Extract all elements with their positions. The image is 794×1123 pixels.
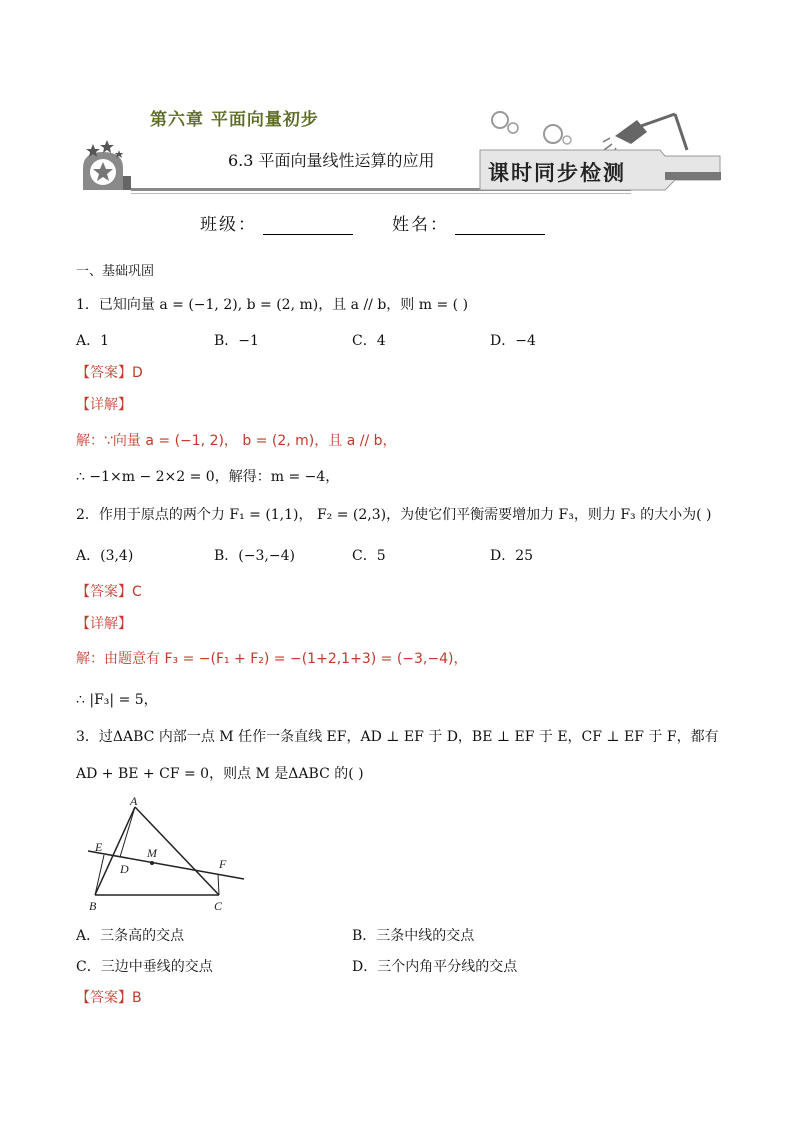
q1-option-b: B．−1 <box>214 333 259 349</box>
q1-option-c: C．4 <box>352 333 386 349</box>
label-a: A <box>130 795 138 808</box>
segment-be <box>95 855 104 895</box>
q1-option-d: D．−4 <box>490 333 536 349</box>
q1-stem: 1．已知向量 a = (−1, 2), b = (2, m)，且 a // b，则 m = ( ) <box>76 297 469 313</box>
label-f: F <box>219 857 227 871</box>
segment-cf <box>218 874 219 895</box>
q1-detail-label: 【详解】 <box>76 397 132 413</box>
class-blank[interactable] <box>263 218 353 235</box>
q2-stem: 2．作用于原点的两个力 F₁ = (1,1)， F₂ = (2,3)，为使它们平衡需要增加力 F₃，则力 F₃ 的大小为( ) <box>76 507 712 523</box>
q1-solution-line2: ∴ −1×m − 2×2 = 0，解得：m = −4， <box>76 469 340 485</box>
q3-option-c: C．三边中垂线的交点 <box>76 959 213 975</box>
name-blank[interactable] <box>455 218 545 235</box>
q2-solution-line2: ∴ |F₃| = 5， <box>76 692 158 708</box>
point-m <box>150 861 154 865</box>
q2-detail-label: 【详解】 <box>76 616 132 632</box>
label-e: E <box>95 840 103 854</box>
q1-solution-line1: 解：∵向量 a = (−1, 2)， b = (2, m)，且 a // b， <box>76 433 397 449</box>
header-badge: 课时同步检测 <box>488 161 626 185</box>
section-subtitle: 6.3 平面向量线性运算的应用 <box>228 151 435 170</box>
class-label: 班级： <box>200 215 257 235</box>
star-badge-icon <box>83 140 131 190</box>
q1-option-a: A．1 <box>76 333 110 349</box>
q2-option-b: B．(−3,−4) <box>214 548 295 564</box>
segment-ad <box>120 807 135 857</box>
q2-solution-line1: 解：由题意有 F₃ = −(F₁ + F₂) = −(1+2,1+3) = (−3,−4)， <box>76 651 468 667</box>
label-c: C <box>214 899 223 913</box>
q3-option-b: B．三条中线的交点 <box>352 928 475 944</box>
label-b: B <box>89 899 97 913</box>
q2-option-d: D．25 <box>490 548 534 564</box>
q3-option-d: D．三个内角平分线的交点 <box>352 959 518 975</box>
q1-answer: 【答案】D <box>76 365 143 381</box>
q2-option-a: A．(3,4) <box>76 548 134 564</box>
label-m: M <box>147 846 157 860</box>
name-field <box>392 210 545 235</box>
chapter-title: 第六章 平面向量初步 <box>150 110 319 130</box>
section-heading: 一、基础巩固 <box>76 264 155 279</box>
bubbles-decoration <box>492 112 571 144</box>
class-field <box>200 210 353 235</box>
q3-stem-line1: 3．过ΔABC 内部一点 M 任作一条直线 EF，AD ⊥ EF 于 D，BE ⊥ EF 于 E，CF ⊥ EF 于 F，都有 <box>76 729 719 745</box>
q2-answer: 【答案】C <box>76 584 142 600</box>
q3-answer: 【答案】B <box>76 990 142 1006</box>
q2-option-c: C．5 <box>352 548 386 564</box>
q3-option-a: A．三条高的交点 <box>76 928 185 944</box>
label-d: D <box>120 862 129 876</box>
q3-triangle-figure <box>82 795 252 915</box>
q3-stem-line2: AD + BE + CF = 0，则点 M 是ΔABC 的( ) <box>76 766 364 782</box>
name-label: 姓名： <box>392 215 449 235</box>
